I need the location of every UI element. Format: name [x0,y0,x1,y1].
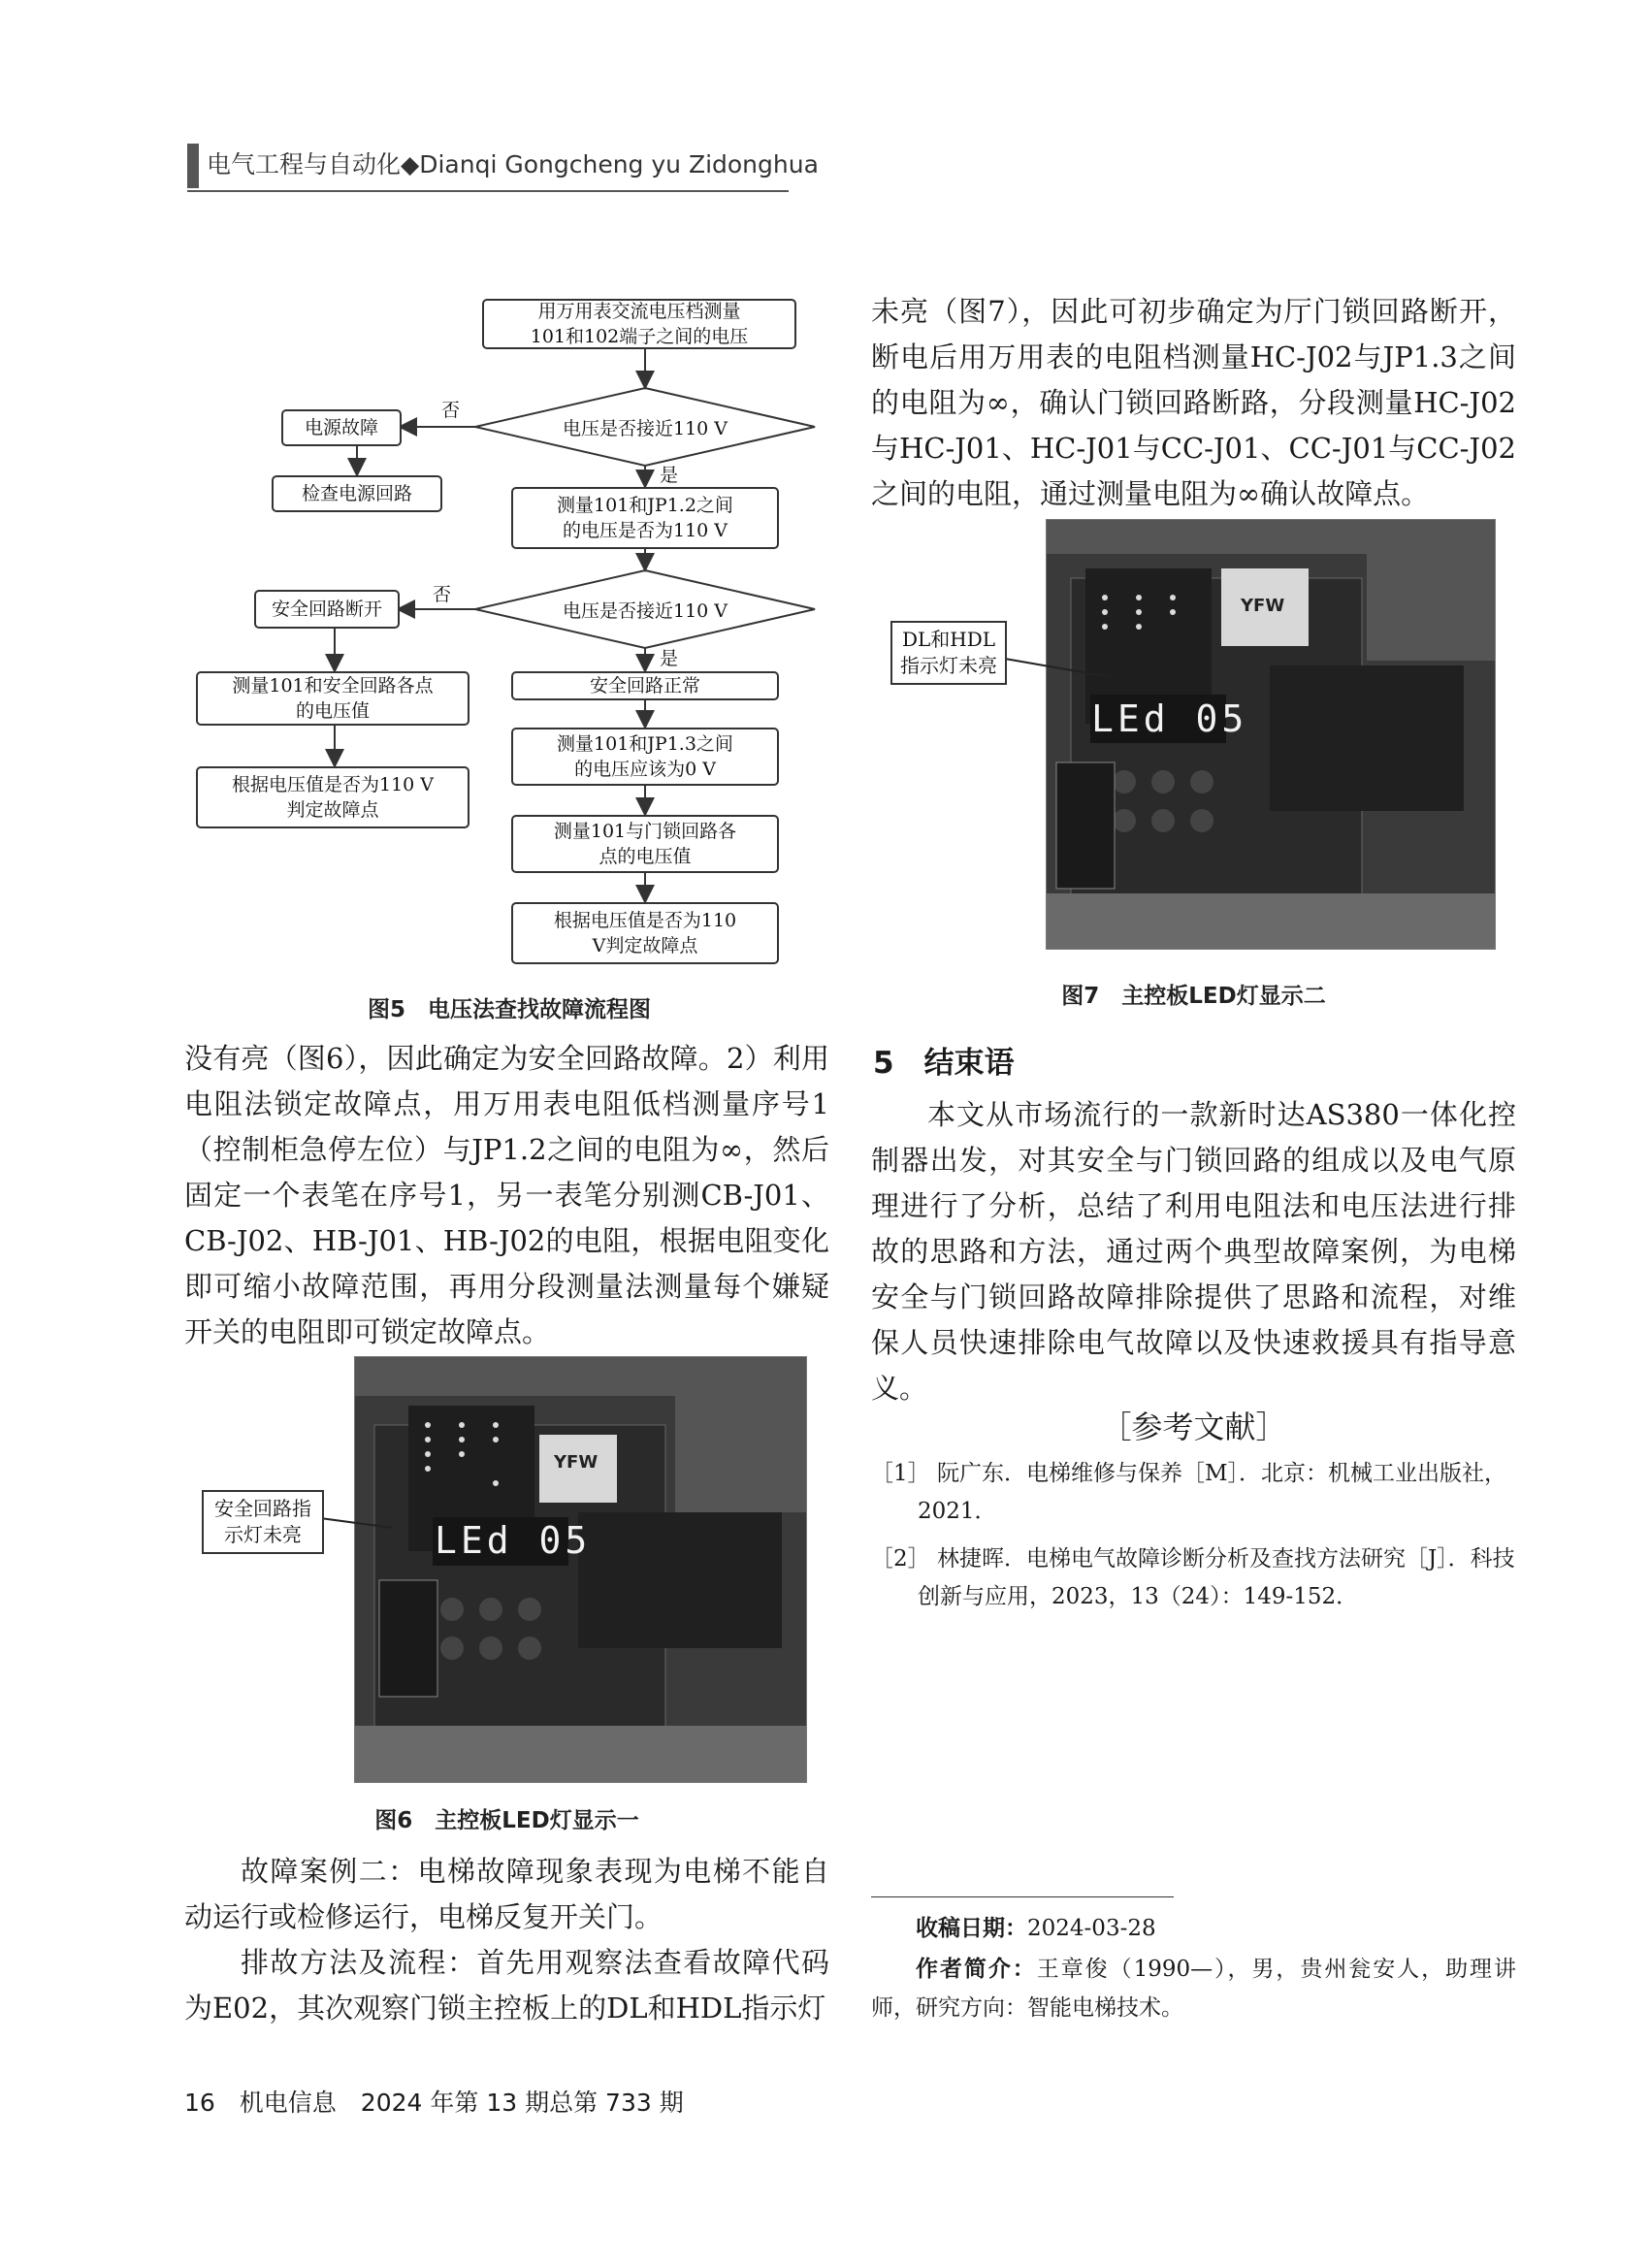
flow-measure-safety-box: 测量101和安全回路各点的电压值 [196,671,469,726]
left-para1-text: 没有亮（图6），因此确定为安全回路故障。2）利用电阻法锁定故障点，用万用表电阻低档测量序号1（控制柜急停左位）与JP1.2之间的电阻为∞，然后固定一个表笔在序号1，另一表笔分别测CB-J01、CB-J02、HB-J01、HB-J02的电阻，根据电阻变化即可缩小故障范围，再用分段测量法测量每个嫌疑开关的电阻即可锁定故障点。 [184,1042,829,1348]
figure6-photo [354,1356,807,1783]
flow-yes-label-1: 是 [660,465,679,486]
flow-measure-jp12-box: 测量101和JP1.2之间的电压是否为110 V [511,487,779,549]
footnote-received [871,1909,1516,1948]
references-list [871,1455,1516,1616]
author-value: 王章俊（1990—），男，贵州瓮安人，助理讲师，研究方向：智能电梯技术。 [871,1957,1516,2021]
author-label: 作者简介： [916,1957,1037,1982]
right-paragraph-1 [871,289,1516,517]
figure5-flowchart [184,291,834,989]
figure6-callout: 安全回路指示灯未亮 [202,1490,324,1554]
received-value: 2024-03-28 [1027,1916,1156,1941]
flow-decision-1-text: 电压是否接近110 V [562,417,728,439]
flow-judge-left-box: 根据电压值是否为110 V判定故障点 [196,766,469,828]
flowchart-connectors [184,291,834,989]
flow-judge-right-box: 根据电压值是否为110 V判定故障点 [511,902,779,964]
figure7-board-label: YFW [1241,596,1285,616]
flow-check-power-box: 检查电源回路 [272,475,442,512]
header-rule [187,190,789,192]
figure5-caption: 图5 电压法查找故障流程图 [367,997,651,1022]
flow-yes-label-2: 是 [660,648,679,669]
journal-header: 电气工程与自动化◆Dianqi Gongcheng yu Zidonghua [207,150,819,178]
flow-safety-open-box: 安全回路断开 [254,590,400,629]
figure6-display: LEd 05 [435,1519,592,1562]
figure7-display: LEd 05 [1091,697,1248,740]
left-paragraph-2 [184,1849,829,2031]
footnote-rule [871,1896,1174,1897]
flow-measure-door-box: 测量101与门锁回路各点的电压值 [511,815,779,873]
flow-power-fault-box: 电源故障 [281,409,402,446]
figure6-board-label: YFW [554,1452,599,1473]
footnote-author [871,1950,1516,2027]
references-title: ［参考文献］ [1100,1409,1287,1445]
section-5-title: 5 结束语 [873,1046,1015,1081]
figure7-callout: DL和HDL指示灯未亮 [890,621,1007,685]
reference-item: ［2］ 林捷晖．电梯电气故障诊断分析及查找方法研究［J］．科技创新与应用，2023，13（24）：149-152． [871,1546,1515,1609]
page-footer: 16 机电信息 2024 年第 13 期总第 733 期 [184,2089,684,2117]
flow-decision-2-text: 电压是否接近110 V [562,599,728,622]
flow-start-box: 用万用表交流电压档测量101和102端子之间的电压 [482,299,796,349]
flow-safety-ok-box: 安全回路正常 [511,671,779,700]
conclusion-text: 本文从市场流行的一款新时达AS380一体化控制器出发，对其安全与门锁回路的组成以及电气原理进行了分析，总结了利用电阻法和电压法进行排故的思路和方法，通过两个典型故障案例，为电梯安全与门锁回路故障排除提供了思路和流程，对维保人员快速排除电气故障以及快速救援具有指导意义。 [871,1098,1516,1405]
figure6-caption: 图6 主控板LED灯显示一 [374,1808,639,1833]
flow-measure-jp13-box: 测量101和JP1.3之间的电压应该为0 V [511,728,779,786]
figure7-callout-line [999,648,1116,687]
header-bar [187,144,199,188]
received-label: 收稿日期： [916,1916,1027,1941]
flow-no-label-1: 否 [441,400,461,421]
figure6-callout-line [320,1504,398,1542]
right-para1-text: 未亮（图7），因此可初步确定为厅门锁回路断开，断电后用万用表的电阻档测量HC-J02与JP1.3之间的电阻为∞，确认门锁回路断路，分段测量HC-J02与HC-J01、HC-J01与CC-J01、CC-J01与CC-J02之间的电阻，通过测量电阻为∞确认故障点。 [871,295,1516,510]
reference-item: ［1］ 阮广东．电梯维修与保养［M］．北京：机械工业出版社，2021． [871,1461,1506,1524]
figure7-caption: 图7 主控板LED灯显示二 [1061,984,1326,1009]
figure6-board-graphic [355,1357,806,1782]
conclusion-paragraph [871,1092,1516,1411]
figure7-photo [1046,519,1496,950]
flow-no-label-2: 否 [433,584,452,605]
left-para3-text: 排故方法及流程：首先用观察法查看故障代码为E02，其次观察门锁主控板上的DL和HDL指示灯 [184,1946,829,2025]
left-para2-text: 故障案例二：电梯故障现象表现为电梯不能自动运行或检修运行，电梯反复开关门。 [184,1855,829,1933]
left-paragraph-1 [184,1036,829,1355]
